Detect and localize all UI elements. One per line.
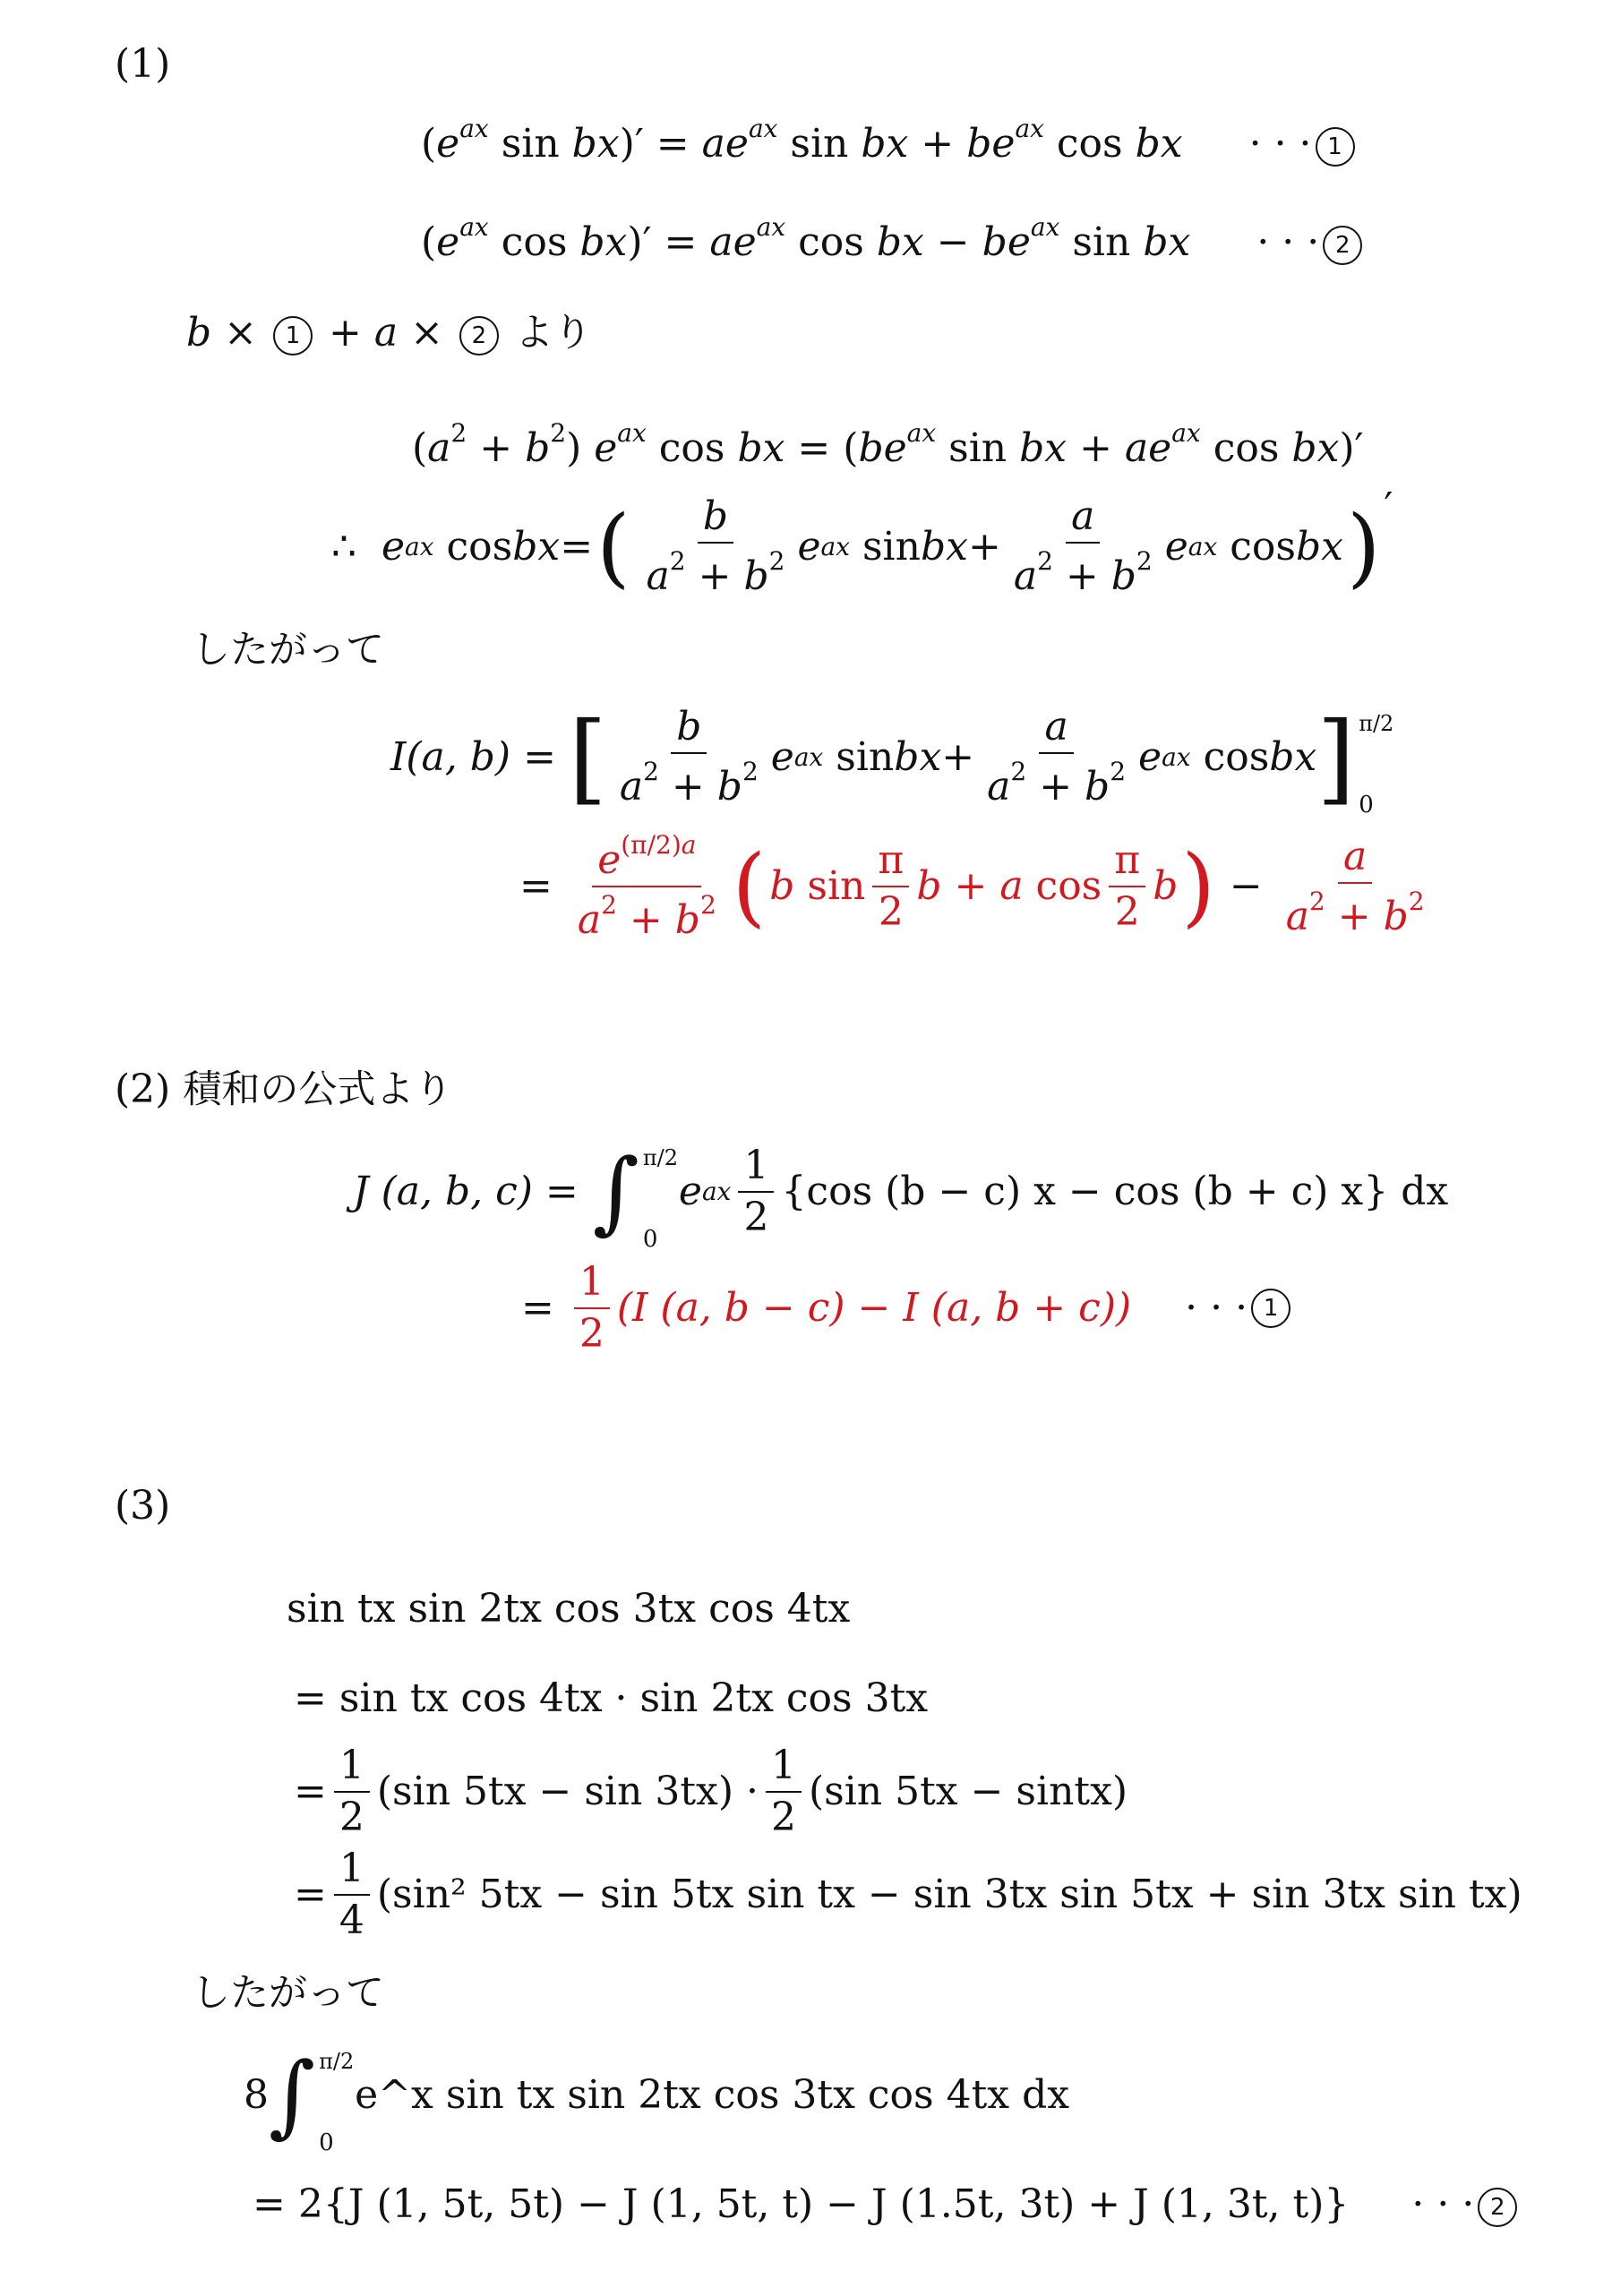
I-definition: I(a, b) = [ $\frac{b}{a^2 + b^2}$ e ax sin bx + $\frac{a}{a^2 + b^2}$ e ax cos bx ] π/2 0: [390, 699, 1394, 818]
p3-line-0: sin tx sin 2tx cos 3tx cos 4tx: [287, 1586, 851, 1632]
p3-final: = 2{J (1, 5t, 5t) − J (1, 5t, t) − J (1.5t, 3t) + J (1, 3t, t)} · · · 2: [253, 2185, 1521, 2227]
J-integrand: {cos (b − c) x − cos (b + c) x} dx: [781, 1169, 1449, 1214]
part3-label: (3): [115, 1483, 171, 1529]
equation-tag-1: 1: [1316, 127, 1355, 167]
therefore-symbol: ∴: [331, 523, 356, 570]
I-answer: $\frac{e^{(\pi/2)a}}{a^2 + b^2}$ ( b sin $\frac{\pi}{2}$ b + a cos $\frac{\pi}{2}$ b ) − $\frac{a}{a^2 + b^2}$: [577, 830, 1425, 943]
part2-text: 積和の公式より: [183, 1067, 453, 1112]
p3-final-text: = 2{J (1, 5t, 5t) − J (1, 5t, t) − J (1.5t, 3t) + J (1, 3t, t)}: [253, 2181, 1350, 2227]
combination-line: b × 1 + a × 2 より: [186, 310, 592, 356]
J-definition: J (a, b, c) = ∫ π/2 0 e ax $\frac{1}{2}$ {cos (b − c) x − cos (b + c) x} dx: [353, 1139, 1449, 1253]
combination-text: より: [514, 311, 592, 356]
therefore-equation: ∴ e ax cos bx = ( $\frac{b}{a^2 + b^2}$ e ax sin bx + $\frac{a}{a^2 + b^2}$ e ax cos bx ) ′: [331, 484, 1393, 599]
therefore-text-1: したがって: [192, 628, 384, 673]
J-lhs: J (a, b, c) =: [353, 1169, 579, 1214]
equation-tag-2: 2: [1323, 226, 1362, 265]
p3-line-1: = sin tx cos 4tx · sin 2tx cos 3tx: [294, 1675, 929, 1721]
p3-line-2b: (sin 5tx − sintx): [808, 1769, 1128, 1814]
I-upper-limit: π/2: [1359, 710, 1394, 736]
therefore-text-2: したがって: [192, 1971, 384, 2016]
part2-heading: [115, 1067, 453, 1112]
J-result-text: (I (a, b − c) − I (a, b + c)): [616, 1285, 1132, 1331]
J-tag: 1: [1251, 1289, 1290, 1328]
p3-line-2a: (sin 5tx − sin 3tx) ·: [376, 1769, 759, 1814]
I-result: = $\frac{e^{(\pi/2)a}}{a^2 + b^2}$ ( b sin $\frac{\pi}{2}$ b + a cos $\frac{\pi}{2}$ b ) − $\frac{a}{a^2 + b^2}$: [519, 833, 1437, 940]
equation-1: ($e^{ax}$ $\sin bx)' = ae^{ax}$ sin bx + $be^{ax}$ cos bx · · · 1: [421, 116, 1359, 167]
p3-line-2: = $\frac{1}{2}$ (sin 5tx − sin 3tx) · $\frac{1}{2}$ (sin 5tx − sintx): [294, 1743, 1128, 1840]
p3-line-3-text: (sin² 5tx − sin 5tx sin tx − sin 3tx sin 5tx + sin 3tx sin tx): [376, 1872, 1522, 1917]
part2-label: (2): [115, 1067, 171, 1112]
I-lower-limit: 0: [1359, 791, 1374, 818]
I-lhs: I(a, b) =: [390, 733, 556, 780]
part1-label: (1): [115, 41, 171, 87]
J-result: = $\frac{1}{2}$ (I (a, b − c) − I (a, b + c)) · · · 1: [521, 1263, 1294, 1354]
p3-integral: 8 ∫ π/2 0 e^x sin tx sin 2tx cos 3tx cos 4tx dx: [244, 2043, 1070, 2156]
J-answer: $\frac{1}{2}$ (I (a, b − c) − I (a, b + c)): [567, 1263, 1131, 1354]
p3-final-tag: 2: [1478, 2188, 1517, 2227]
equation-3: $(a^2 + b^2)$ $e^{ax}$ cos bx = ($be^{ax}$ sin bx + $ae^{ax}$ cos bx)′: [412, 418, 1364, 471]
equation-2: ($e^{ax}$ $\cos bx)' = ae^{ax}$ cos bx − $be^{ax}$ sin bx · · · 2: [421, 215, 1366, 265]
p3-integrand: e^x sin tx sin 2tx cos 3tx cos 4tx dx: [355, 2072, 1070, 2118]
p3-line-3: = $\frac{1}{4}$ (sin² 5tx − sin 5tx sin tx − sin 3tx sin 5tx + sin 3tx sin tx): [294, 1846, 1522, 1943]
